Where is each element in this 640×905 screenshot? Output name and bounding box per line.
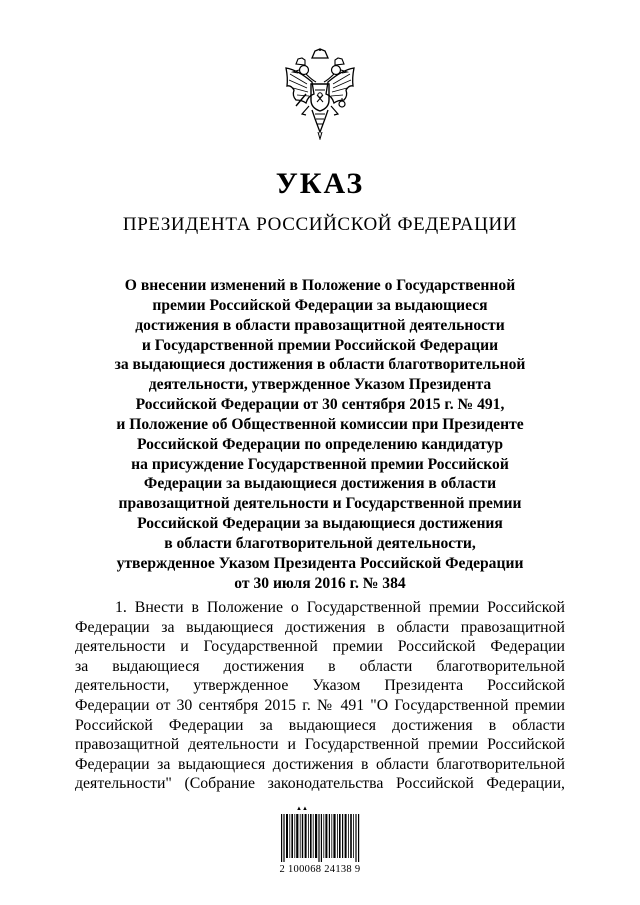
barcode-number: 2 100068 24138 9 (279, 864, 361, 875)
body-line: Российской Федерации за выдающиеся достижения в области (75, 716, 565, 734)
heading-line: достижения в области правозащитной деятельности (135, 316, 505, 334)
heading-line: в области благотворительной деятельности, (164, 534, 476, 552)
heading-line: О внесении изменений в Положение о Государственной (124, 277, 516, 294)
body-line: Федерации за выдающиеся достижения в области благотворительной (75, 755, 565, 773)
body-line: деятельности" (Собрание законодательства Российской Федерации, (75, 775, 565, 793)
heading-line: за выдающиеся достижения в области благотворительной (114, 356, 526, 374)
heading-line: правозащитной деятельности и Государственной премии (118, 495, 522, 513)
heading-line: деятельности, утвержденное Указом Президента (148, 376, 492, 394)
body-line: 1. Внести в Положение о Государственной премии Российской (115, 599, 565, 616)
body-line: деятельности, утвержденное Указом Президента Российской (75, 677, 565, 695)
heading-line: премии Российской Федерации за выдающиеся (152, 296, 488, 314)
document-title: УКАЗ (275, 167, 365, 200)
document-subtitle: ПРЕЗИДЕНТА РОССИЙСКОЙ ФЕДЕРАЦИИ (122, 214, 518, 235)
body-line: за выдающиеся достижения в области благотворительной (75, 657, 565, 675)
heading-line: Российской Федерации от 30 сентября 2015 г. № 491, (135, 396, 505, 414)
heading-line: утвержденное Указом Президента Российской Федерации (116, 554, 524, 572)
heading-line: и Положение об Общественной комиссии при Президенте (116, 415, 524, 433)
decree-body (75, 598, 565, 794)
barcode-icon (281, 814, 361, 862)
body-line: деятельности и Государственной премии Российской Федерации (75, 638, 565, 656)
body-line: Федерации от 30 сентября 2015 г. № 491 "О Государственной премии (75, 696, 565, 714)
body-line: правозащитной деятельности и Государственной премии Российской (75, 736, 565, 754)
barcode-marker: ▲▲ (296, 806, 308, 812)
heading-line: на присуждение Государственной премии Российской (131, 455, 509, 473)
heading-line: Российской Федерации по определению кандидатур (136, 435, 504, 453)
heading-line: и Государственной премии Российской Федерации (141, 336, 499, 354)
body-line: Федерации за выдающиеся достижения в области правозащитной (75, 618, 565, 636)
heading-line: от 30 июля 2016 г. № 384 (234, 574, 406, 592)
coat-of-arms-icon (282, 48, 358, 140)
heading-line: Федерации за выдающиеся достижения в области (143, 475, 497, 493)
decree-heading (70, 276, 570, 594)
heading-line: Российской Федерации за выдающиеся достижения (137, 515, 503, 533)
